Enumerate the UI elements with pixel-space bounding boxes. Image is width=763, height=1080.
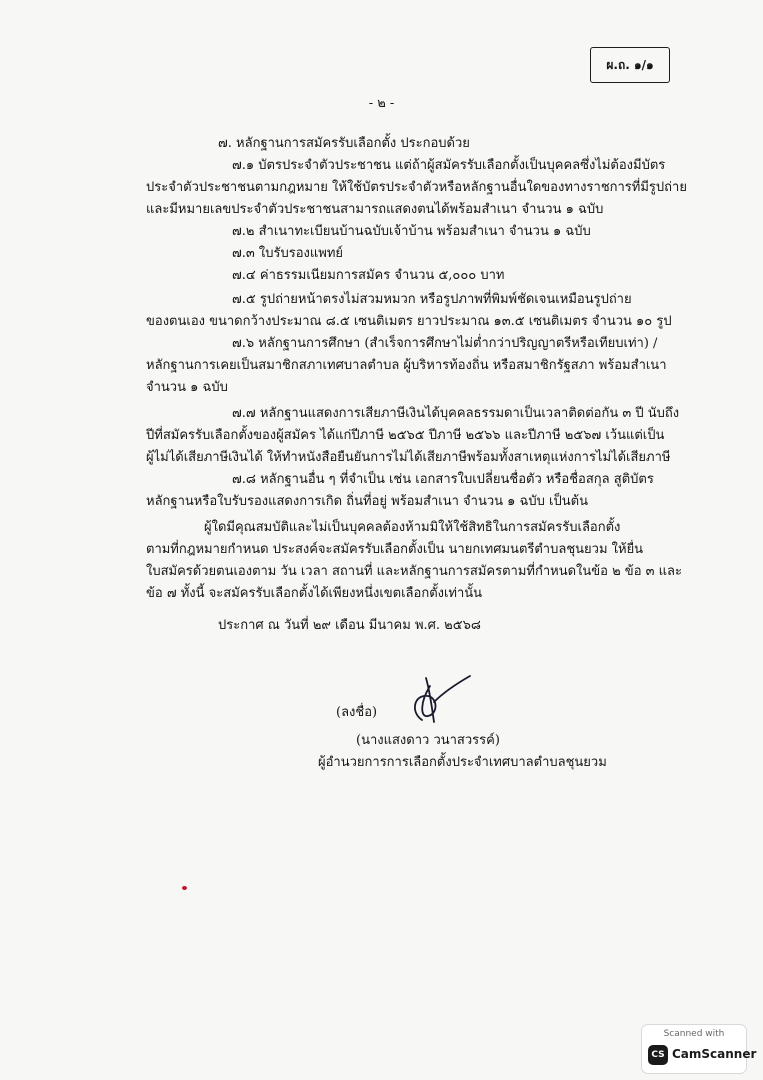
item-7-1-line2: ประจำตัวประชาชนตามกฎหมาย ให้ใช้บัตรประจำตัวหรือหลักฐานอื่นใดของทางราชการที่มีรูปถ่าย xyxy=(146,180,687,195)
camscanner-badge xyxy=(641,1024,757,1074)
form-code-box: ผ.ถ. ๑/๑ xyxy=(590,47,670,83)
item-7-6-line3: จำนวน ๑ ฉบับ xyxy=(146,380,228,395)
item-7-8-line2: หลักฐานหรือใบรับรองแสดงการเกิด ถิ่นที่อยู่ พร้อมสำเนา จำนวน ๑ ฉบับ เป็นต้น xyxy=(146,494,588,509)
item-7-1-line1: ๗.๑ บัตรประจำตัวประชาชน แต่ถ้าผู้สมัครรับเลือกตั้งเป็นบุคคลซึ่งไม่ต้องมีบัตร xyxy=(232,158,666,173)
signatory-position: ผู้อำนวยการการเลือกตั้งประจำเทศบาลตำบลชุนยวม xyxy=(318,755,607,770)
camscanner-name: CamScanner xyxy=(672,1047,757,1061)
closing-line1: ผู้ใดมีคุณสมบัติและไม่เป็นบุคคลต้องห้ามมิให้ใช้สิทธิในการสมัครรับเลือกตั้ง xyxy=(204,520,621,535)
item-7-7-line2: ปีที่สมัครรับเลือกตั้งของผู้สมัคร ได้แก่ปีภาษี ๒๕๖๕ ปีภาษี ๒๕๖๖ และปีภาษี ๒๕๖๗ เว้นแต่เป็น xyxy=(146,428,665,443)
item-7-6-line2: หลักฐานการเคยเป็นสมาชิกสภาเทศบาลตำบล ผู้บริหารท้องถิ่น หรือสมาชิกรัฐสภา พร้อมสำเนา xyxy=(146,358,667,373)
signature-label: (ลงชื่อ) xyxy=(336,705,378,720)
camscanner-logo-icon: CS xyxy=(648,1045,668,1065)
item-7-5-line1: ๗.๕ รูปถ่ายหน้าตรงไม่สวมหมวก หรือรูปภาพที่พิมพ์ชัดเจนเหมือนรูปถ่าย xyxy=(232,292,632,307)
closing-line4: ข้อ ๗ ทั้งนี้ จะสมัครรับเลือกตั้งได้เพียงหนึ่งเขตเลือกตั้งเท่านั้น xyxy=(146,586,483,601)
page-number: - ๒ - xyxy=(368,96,395,111)
red-ink-mark xyxy=(182,886,187,890)
item-7-7-line1: ๗.๗ หลักฐานแสดงการเสียภาษีเงินได้บุคคลธรรมดาเป็นเวลาติดต่อกัน ๓ ปี นับถึง xyxy=(232,406,680,421)
handwritten-signature xyxy=(400,672,480,732)
signatory-name: (นางแสงดาว วนาสวรรค์) xyxy=(356,733,500,748)
item-7-6-line1: ๗.๖ หลักฐานการศึกษา (สำเร็จการศึกษาไม่ต่ำกว่าปริญญาตรีหรือเทียบเท่า) / xyxy=(232,336,658,351)
item-7-3: ๗.๓ ใบรับรองแพทย์ xyxy=(232,246,344,261)
section7-heading: ๗. หลักฐานการสมัครรับเลือกตั้ง ประกอบด้วย xyxy=(218,136,470,151)
item-7-7-line3: ผู้ไม่ได้เสียภาษีเงินได้ ให้ทำหนังสือยืนยันการไม่ได้เสียภาษีพร้อมทั้งสาเหตุแห่งการไม่ได้เสียภาษี xyxy=(146,450,671,465)
item-7-4: ๗.๔ ค่าธรรมเนียมการสมัคร จำนวน ๕,๐๐๐ บาท xyxy=(232,268,505,283)
item-7-8-line1: ๗.๘ หลักฐานอื่น ๆ ที่จำเป็น เช่น เอกสารใบเปลี่ยนชื่อตัว หรือชื่อสกุล สูติบัตร xyxy=(232,472,654,487)
closing-line3: ใบสมัครด้วยตนเองตาม วัน เวลา สถานที่ และหลักฐานการสมัครตามที่กำหนดในข้อ ๒ ข้อ ๓ และ xyxy=(146,564,682,579)
item-7-2: ๗.๒ สำเนาทะเบียนบ้านฉบับเจ้าบ้าน พร้อมสำเนา จำนวน ๑ ฉบับ xyxy=(232,224,591,239)
item-7-5-line2: ของตนเอง ขนาดกว้างประมาณ ๘.๕ เซนติเมตร ยาวประมาณ ๑๓.๕ เซนติเมตร จำนวน ๑๐ รูป xyxy=(146,314,672,329)
announcement-date: ประกาศ ณ วันที่ ๒๙ เดือน มีนาคม พ.ศ. ๒๕๖๘ xyxy=(218,618,481,633)
item-7-1-line3: และมีหมายเลขประจำตัวประชาชนสามารถแสดงตนได้พร้อมสำเนา จำนวน ๑ ฉบับ xyxy=(146,202,604,217)
closing-line2: ตามที่กฎหมายกำหนด ประสงค์จะสมัครรับเลือกตั้งเป็น นายกเทศมนตรีตำบลชุนยวม ให้ยื่น xyxy=(146,542,644,557)
camscanner-caption: Scanned with xyxy=(663,1029,725,1039)
